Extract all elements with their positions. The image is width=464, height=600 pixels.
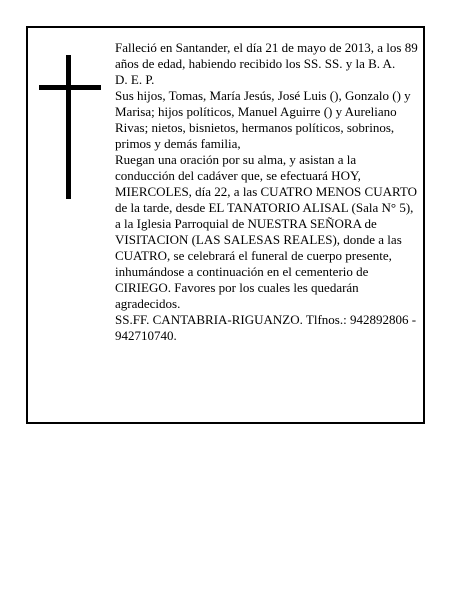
cross-horizontal-bar: [39, 85, 101, 90]
notice-text: [115, 40, 419, 344]
funeral-details: Ruegan una oración por su alma, y asistan a la conducción del cadáver que, se efectuará HOY, MIERCOLES, día 22, a las CUATRO MENOS CUARTO de la tarde, desde EL TANATORIO ALISAL (Sala N° 5), a la Iglesia Parroquial de NUESTRA SEÑORA de VISITACION (LAS SALESAS REALES), donde a las CUATRO, se celebrará el funeral de cuerpo presente, inhumándose a continuación en el cementerio de CIRIEGO. Favores por los cuales les quedarán agradecidos.: [115, 152, 417, 311]
death-announcement: Falleció en Santander, el día 21 de mayo de 2013, a los 89 años de edad, habiendo recibido los SS. SS. y la B. A.: [115, 40, 418, 71]
funeral-home-contact: SS.FF. CANTABRIA-RIGUANZO. Tlfnos.: 942892806 - 942710740.: [115, 312, 417, 343]
cross-vertical-bar: [66, 55, 71, 199]
obituary-notice: [26, 26, 425, 424]
family-list: Sus hijos, Tomas, María Jesús, José Luis (), Gonzalo () y Marisa; hijos políticos, Manuel Aguirre () y Aureliano Rivas; nietos, bisnietos, hermanos políticos, sobrinos, primos y demás familia,: [115, 88, 411, 151]
rip-line: D. E. P.: [115, 72, 155, 87]
cross-icon: [39, 55, 101, 199]
